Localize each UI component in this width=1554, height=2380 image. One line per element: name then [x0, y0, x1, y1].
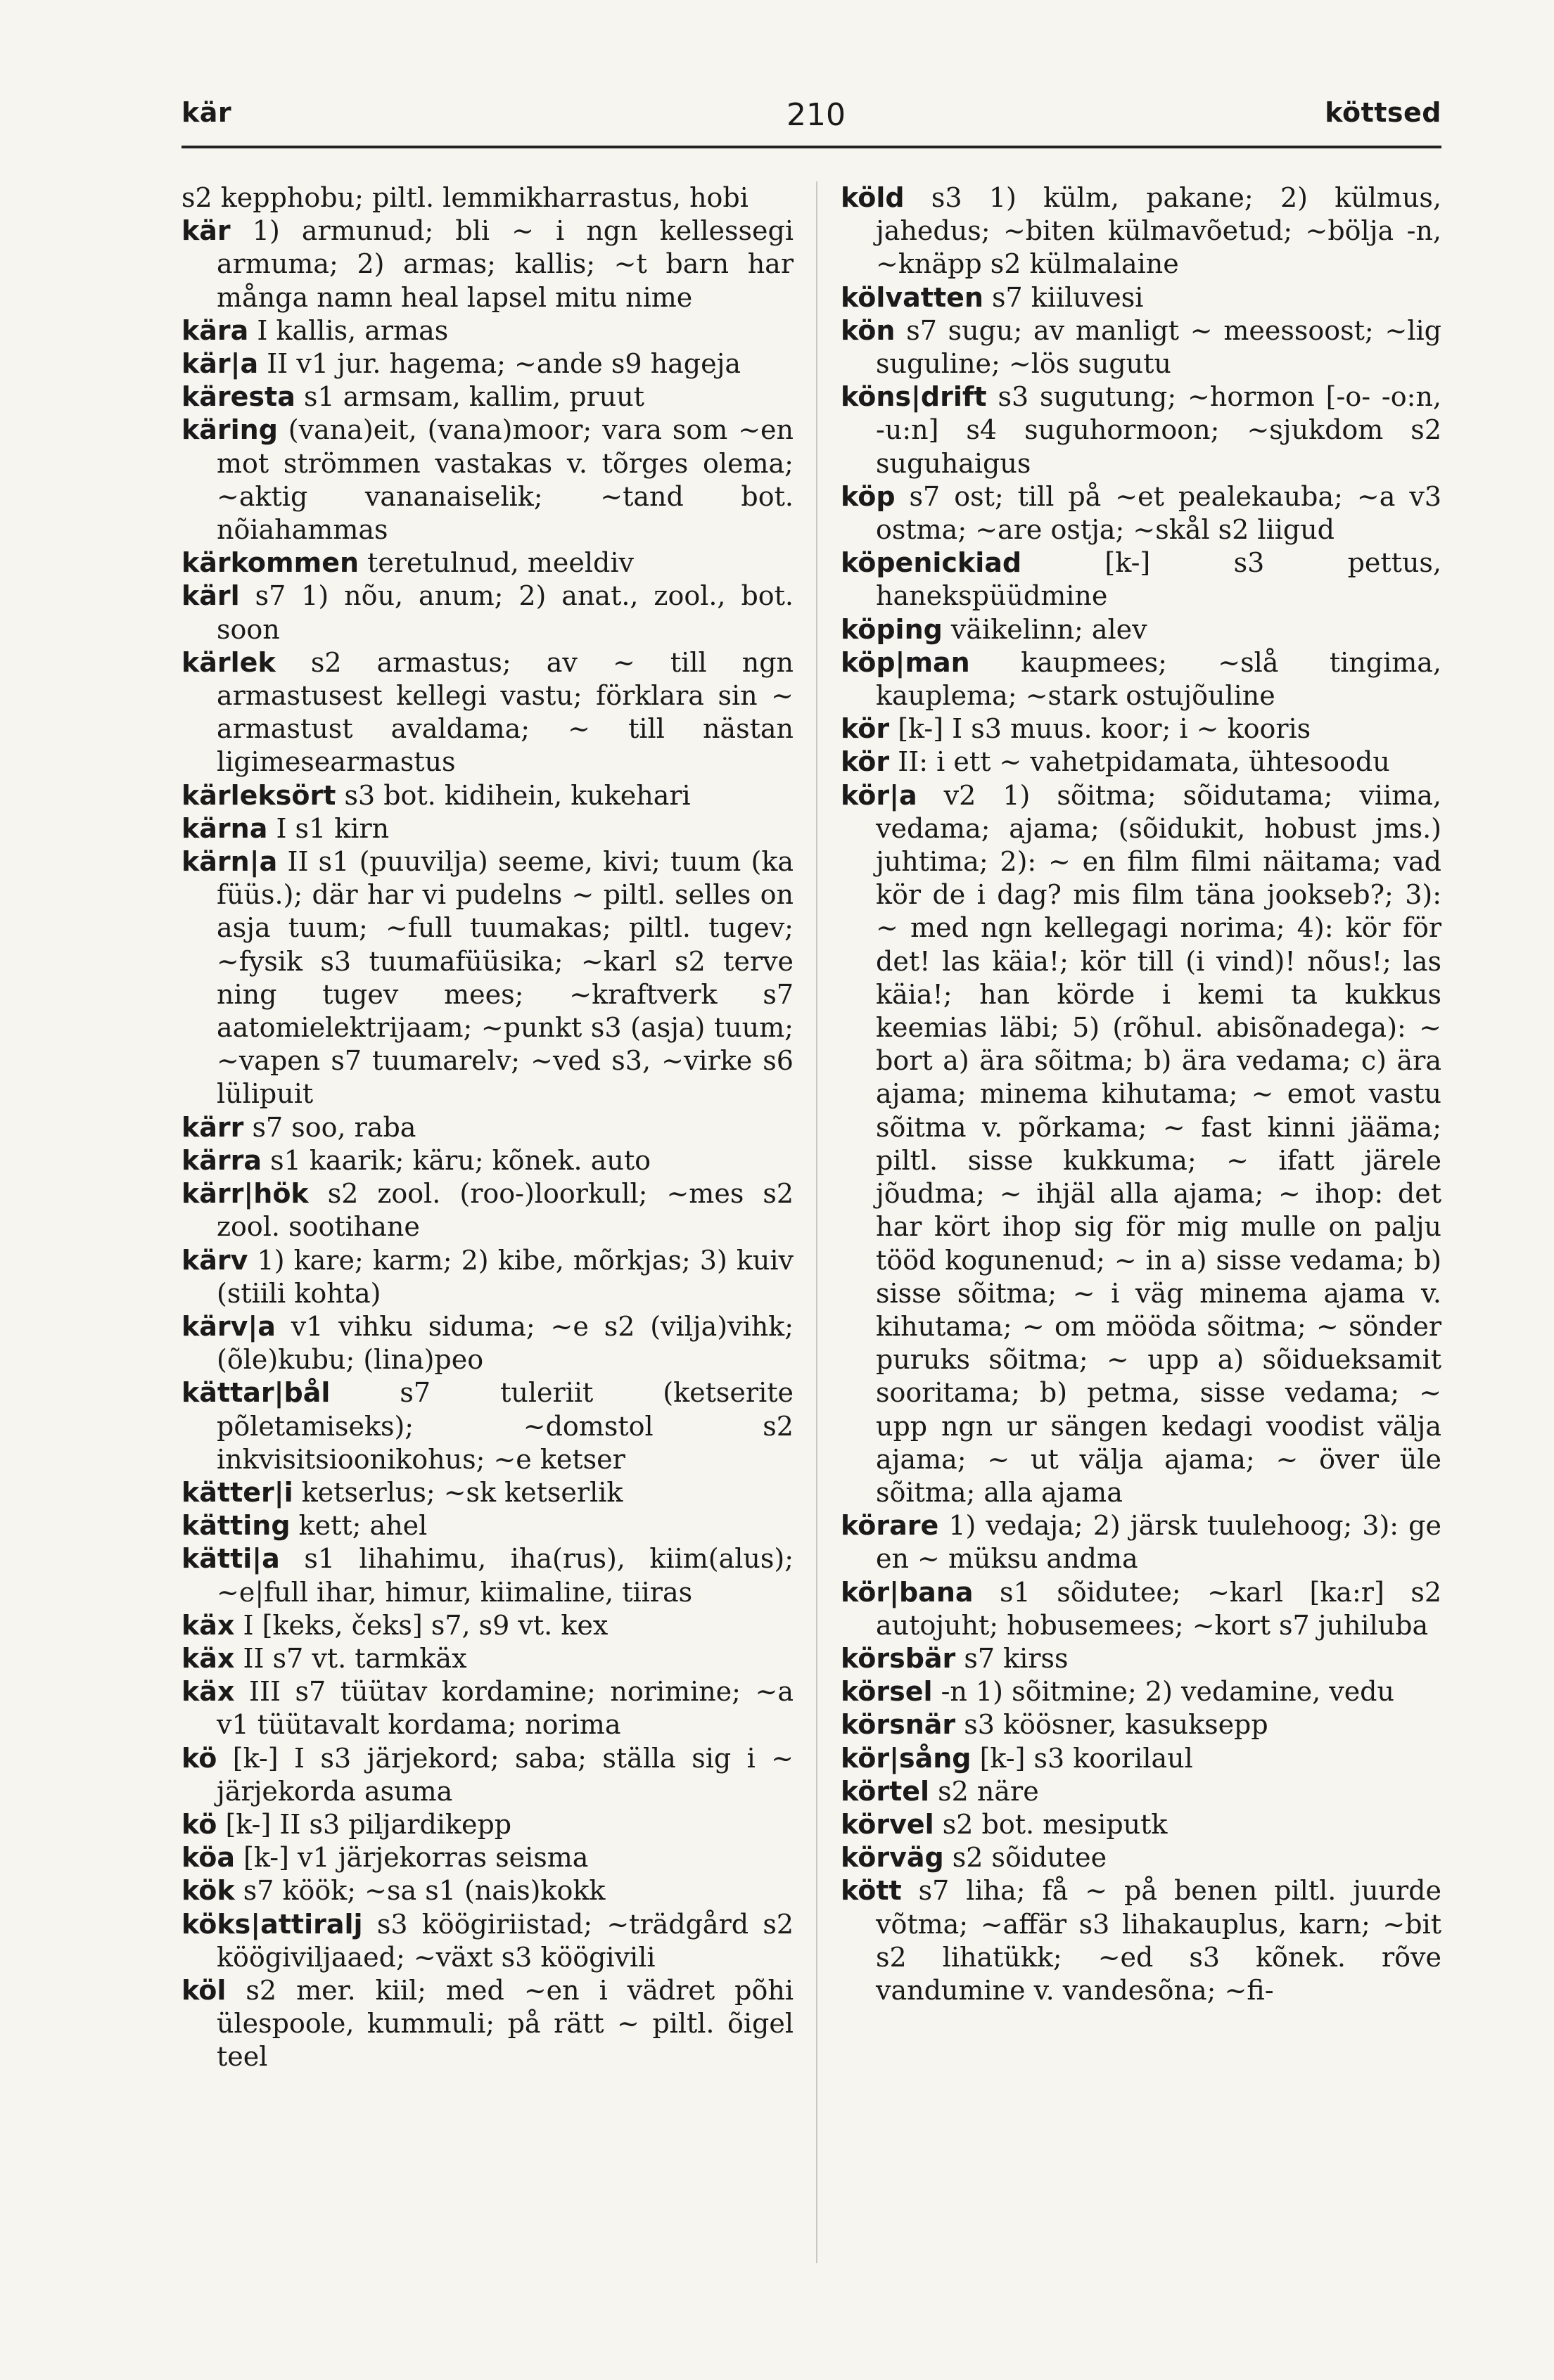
entry-definition: s1 armsam, kallim, pruut	[295, 381, 644, 413]
entry-definition: v1 vihku siduma; ~e s2 (vilja)vihk; (õle)kubu; (lina)peo	[217, 1310, 794, 1376]
entry-definition: 1) armunud; bli ~ i ngn kellessegi armuma; 2) armas; kallis; ~t barn har många namn heal lapsel mitu nime	[217, 215, 794, 313]
entry-headword: kärv|a	[181, 1310, 276, 1342]
entry-headword: kärlek	[181, 646, 276, 678]
entry-definition: s7 kiiluvesi	[983, 281, 1144, 313]
entry-headword: kör|a	[841, 779, 917, 811]
entry-definition: s7 sugu; av manligt ~ meessoost; ~lig suguline; ~lös sugutu	[876, 314, 1441, 380]
dictionary-entry	[841, 1576, 1441, 1642]
entry-headword: köa	[181, 1842, 235, 1874]
entry-headword: körväg	[841, 1842, 944, 1874]
entry-headword: kärr	[181, 1111, 244, 1143]
dictionary-entry	[841, 281, 1441, 314]
dictionary-entry	[841, 1708, 1441, 1741]
entry-headword: kätti|a	[181, 1543, 280, 1575]
entry-headword: köp|man	[841, 646, 970, 678]
entry-definition: s3 1) külm, pakane; 2) külmus, jahedus; ~biten külmavõetud; ~bölja -n, ~knäpp s2 külmalaine	[876, 182, 1441, 280]
entry-headword: kör|sång	[841, 1742, 972, 1774]
dictionary-entry	[181, 1476, 794, 1509]
entry-definition: kett; ahel	[290, 1510, 428, 1542]
entry-headword: köping	[841, 613, 943, 645]
page-number: 210	[786, 97, 846, 133]
dictionary-entry	[181, 1974, 794, 2074]
entry-headword: kön	[841, 314, 896, 346]
entry-definition: s7 tuleriit (ketserite põletamiseks); ~domstol s2 inkvisitsioonikohus; ~e ketser	[217, 1377, 794, 1475]
entry-definition: s1 sõidutee; ~karl [ka:r] s2 autojuht; hobusemees; ~kort s7 juhiluba	[876, 1576, 1441, 1641]
dictionary-entry	[181, 1675, 794, 1741]
entry-definition: II v1 jur. hagema; ~ande s9 hageja	[258, 348, 741, 380]
entry-definition: s3 köögiriistad; ~trädgård s2 köögiviljaaed; ~växt s3 köögivili	[217, 1908, 794, 1973]
dictionary-entry	[181, 1908, 794, 1974]
entry-headword: kök	[181, 1875, 235, 1907]
left-column	[181, 181, 794, 2074]
entry-headword: körsel	[841, 1676, 933, 1708]
dictionary-entry	[181, 1742, 794, 1808]
entry-definition: s2 mer. kiil; med ~en i vädret põhi ülespoole, kummuli; på rätt ~ piltl. õigel teel	[217, 1974, 794, 2073]
dictionary-entry	[181, 1177, 794, 1243]
entry-definition: ketserlus; ~sk ketserlik	[293, 1476, 623, 1508]
dictionary-entry	[181, 414, 794, 546]
entry-definition: teretulnud, meeldiv	[359, 547, 634, 579]
entry-headword: körare	[841, 1510, 939, 1542]
entry-definition: s2 bot. mesiputk	[934, 1808, 1168, 1840]
entry-definition: kaupmees; ~slå tingima, kauplema; ~stark ostujõuline	[876, 646, 1441, 712]
entry-definition: s3 bot. kidihein, kukehari	[336, 779, 691, 811]
entry-definition: [k-] II s3 piljardikepp	[217, 1808, 512, 1840]
dictionary-entry	[841, 712, 1441, 746]
entry-headword: kätting	[181, 1510, 291, 1542]
entry-headword: körvel	[841, 1808, 934, 1840]
entry-definition: III s7 tüütav kordamine; norimine; ~a v1 tüütavalt kordama; norima	[217, 1676, 794, 1741]
entry-headword: kära	[181, 314, 249, 346]
entry-definition: (vana)eit, (vana)moor; vara som ~en mot strömmen vastakas v. tõrges olema; ~aktig vananaiselik; ~tand bot. nõiahammas	[217, 414, 794, 546]
entry-definition: [k-] v1 järjekorras seisma	[235, 1842, 589, 1874]
entry-headword: käx	[181, 1642, 235, 1674]
dictionary-entry	[841, 1642, 1441, 1675]
dictionary-entry	[841, 646, 1441, 712]
entry-headword: köp	[841, 480, 896, 512]
dictionary-entry	[841, 1808, 1441, 1841]
dictionary-entry	[181, 779, 794, 812]
entry-headword: körsnär	[841, 1709, 956, 1741]
entry-headword: käx	[181, 1609, 235, 1641]
entry-definition: II: i ett ~ vahetpidamata, ühtesoodu	[889, 746, 1390, 778]
entry-headword: kör	[841, 713, 890, 745]
dictionary-entry	[181, 812, 794, 845]
entry-headword: kärr|hök	[181, 1178, 309, 1210]
entry-headword: kärna	[181, 812, 268, 844]
entry-definition: s7 1) nõu, anum; 2) anat., zool., bot. soon	[217, 580, 794, 645]
dictionary-entry	[181, 1376, 794, 1476]
entry-headword: kärl	[181, 580, 240, 612]
dictionary-entry	[181, 1874, 794, 1907]
entry-definition: s2 näre	[929, 1775, 1039, 1807]
entry-headword: kätter|i	[181, 1476, 293, 1508]
dictionary-entry	[181, 580, 794, 646]
column-divider	[816, 181, 817, 2263]
entry-definition: s7 liha; få ~ på benen piltl. juurde võtma; ~affär s3 lihakauplus, karn; ~bit s2 lihatükk; ~ed s3 kõnek. rõve vandumine v. vandesõna; ~fi-	[876, 1875, 1441, 2006]
dictionary-entry	[841, 746, 1441, 779]
entry-definition: s3 sugutung; ~hormon [-o- -o:n, -u:n] s4 suguhormoon; ~sjukdom s2 suguhaigus	[876, 381, 1441, 479]
dictionary-entry	[181, 1609, 794, 1642]
entry-headword: kärv	[181, 1244, 248, 1276]
entry-headword: kättar|bål	[181, 1377, 331, 1409]
entry-headword: körsbär	[841, 1642, 956, 1674]
dictionary-entry	[181, 1310, 794, 1376]
dictionary-entry	[181, 546, 794, 580]
entry-definition: II s1 (puuvilja) seeme, kivi; tuum (ka füüs.); där har vi pudelns ~ piltl. selles on asja tuum; ~full tuumakas; piltl. tugev; ~fysik s3 tuumafüüsika; ~karl s2 terve ning tugev mees; ~kraftverk s7 aatomielektrijaam; ~punkt s3 (asja) tuum; ~vapen s7 tuumarelv; ~ved s3, ~virke s6 lülipuit	[217, 846, 794, 1110]
entry-headword: kär|a	[181, 348, 259, 380]
entry-definition: v2 1) sõitma; sõidutama; viima, vedama; ajama; (sõidukit, hobust jms.) juhtima; 2): ~ en film filmi näitama; vad kör de i dag? mis film täna jookseb?; 3): ~ med ngn kellegagi norima; 4): kör för det! las käia!; kör till (i vind)! nõus!; las käia!; han körde i kemi ta kukkus keemias läbi; 5) (rõhul. abisõnadega): ~ bort a) ära sõitma; b) ära vedama; c) ära ajama; minema kihutama; ~ emot vastu sõitma v. põrkama; ~ fast kinni jääma; piltl. sisse kukkuma; ~ ifatt järele jõudma; ~ ihjäl alla ajama; ~ ihop: det har kört ihop sig för mig mulle on palju tööd kogunenud; ~ in a) sisse vedama; b) sisse sõitma; ~ i väg minema ajama v. kihutama; ~ om mööda sõitma; ~ sönder puruks sõitma; ~ upp a) sõidueksamit sooritama; b) petma, sisse vedama; ~ upp ngn ur sängen kedagi voodist välja ajama; ~ ut välja ajama; ~ över üle sõitma; alla ajama	[876, 779, 1441, 1508]
right-column	[841, 181, 1441, 2007]
entry-headword: käresta	[181, 381, 295, 413]
dictionary-entry	[841, 480, 1441, 546]
dictionary-entry	[841, 1675, 1441, 1708]
entry-definition: II s7 vt. tarmkäx	[234, 1642, 467, 1674]
dictionary-entry	[181, 1642, 794, 1675]
dictionary-entry	[181, 1144, 794, 1177]
entry-definition: s2 zool. (roo-)loorkull; ~mes s2 zool. sootihane	[217, 1178, 794, 1243]
dictionary-entry	[181, 1808, 794, 1841]
dictionary-entry	[841, 1742, 1441, 1775]
dictionary-entry	[181, 1509, 794, 1542]
dictionary-entry	[841, 181, 1441, 281]
dictionary-entry	[841, 1874, 1441, 2007]
dictionary-entry	[841, 380, 1441, 480]
entry-headword: kör	[841, 746, 890, 778]
entry-headword: köld	[841, 182, 905, 213]
dictionary-entry	[181, 181, 794, 215]
entry-headword: köns|drift	[841, 381, 987, 413]
entry-definition: s7 kirss	[955, 1642, 1069, 1674]
entry-headword: kö	[181, 1808, 217, 1840]
entry-headword: kär	[181, 215, 231, 247]
entry-definition: s2 kepphobu; piltl. lemmikharrastus, hobi	[181, 182, 749, 213]
entry-headword: köpenickiad	[841, 547, 1022, 579]
page-header	[0, 90, 1554, 139]
entry-definition: I [keks, čeks] s7, s9 vt. kex	[234, 1609, 609, 1641]
dictionary-entry	[841, 1509, 1441, 1575]
entry-definition: s1 kaarik; käru; kõnek. auto	[262, 1144, 651, 1176]
entry-headword: käx	[181, 1676, 235, 1708]
dictionary-entry	[841, 1841, 1441, 1874]
entry-definition: I s1 kirn	[267, 812, 390, 844]
entry-definition: 1) vedaja; 2) järsk tuulehoog; 3): ge en ~ müksu andma	[876, 1510, 1441, 1575]
entry-headword: körtel	[841, 1775, 930, 1807]
entry-definition: I kallis, armas	[248, 314, 449, 346]
entry-headword: kärra	[181, 1144, 262, 1176]
entry-definition: [k-] I s3 muus. koor; i ~ kooris	[889, 713, 1311, 745]
entry-definition: [k-] s3 pettus, hanekspüüdmine	[876, 547, 1441, 612]
dictionary-entry	[181, 1111, 794, 1144]
entry-definition: s7 ost; till på ~et pealekauba; ~a v3 ostma; ~are ostja; ~skål s2 liigud	[876, 480, 1441, 546]
dictionary-entry	[181, 646, 794, 779]
dictionary-entry	[181, 1841, 794, 1874]
dictionary-entry	[181, 1244, 794, 1310]
entry-headword: köl	[181, 1974, 227, 2006]
right-running-head: köttsed	[1325, 97, 1441, 128]
entry-definition: [k-] I s3 järjekord; saba; ställa sig i ~ järjekorda asuma	[217, 1742, 794, 1807]
entry-definition: s3 köösner, kasuksepp	[955, 1709, 1268, 1741]
dictionary-entry	[841, 613, 1441, 646]
entry-definition: s2 armastus; av ~ till ngn armastusest kellegi vastu; förklara sin ~ armastust avaldama; ~ till nästan ligimesearmastus	[217, 646, 794, 778]
dictionary-entry	[841, 314, 1441, 380]
entry-definition: s7 köök; ~sa s1 (nais)kokk	[234, 1875, 606, 1907]
dictionary-entry	[181, 380, 794, 414]
dictionary-entry	[181, 1542, 794, 1608]
entry-headword: käring	[181, 414, 278, 446]
dictionary-entry	[181, 215, 794, 314]
entry-headword: kärkommen	[181, 547, 359, 579]
entry-definition: väikelinn; alev	[942, 613, 1147, 645]
entry-headword: kölvatten	[841, 281, 983, 313]
entry-definition: 1) kare; karm; 2) kibe, mõrkjas; 3) kuiv (stiili kohta)	[217, 1244, 794, 1309]
dictionary-entry	[181, 347, 794, 380]
dictionary-entry	[841, 779, 1441, 1509]
entry-definition: s1 lihahimu, iha(rus), kiim(alus); ~e|full ihar, himur, kiimaline, tiiras	[217, 1543, 794, 1608]
entry-headword: kör|bana	[841, 1576, 974, 1608]
header-rule	[181, 146, 1441, 148]
entry-definition: [k-] s3 koorilaul	[971, 1742, 1193, 1774]
entry-headword: kö	[181, 1742, 217, 1774]
dictionary-entry	[181, 314, 794, 347]
left-running-head: kär	[181, 97, 232, 128]
dictionary-entry	[841, 546, 1441, 613]
entry-definition: -n 1) sõitmine; 2) vedamine, vedu	[932, 1676, 1394, 1708]
entry-definition: s2 sõidutee	[943, 1842, 1107, 1874]
entry-headword: kött	[841, 1875, 902, 1907]
dictionary-entry	[841, 1775, 1441, 1808]
entry-headword: köks|attiralj	[181, 1908, 363, 1940]
entry-headword: kärn|a	[181, 846, 278, 878]
entry-definition: s7 soo, raba	[243, 1111, 416, 1143]
dictionary-entry	[181, 845, 794, 1111]
entry-headword: kärleksört	[181, 779, 336, 811]
